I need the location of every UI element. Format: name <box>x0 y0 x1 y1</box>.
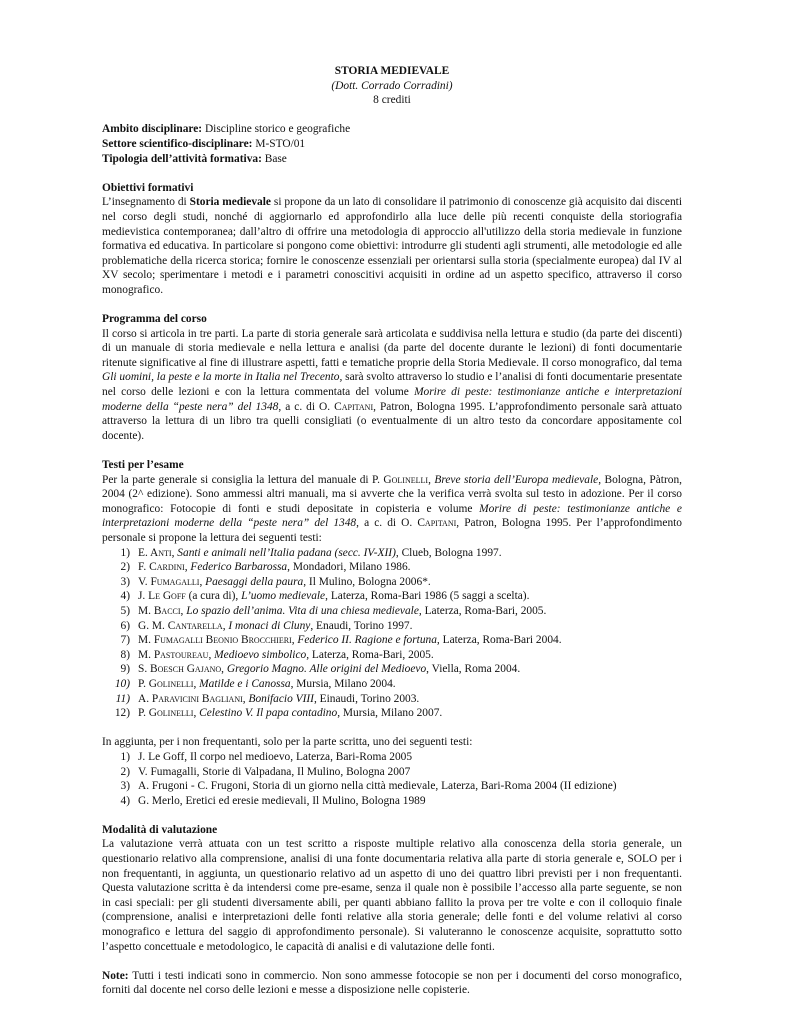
list-number: 4) <box>120 794 130 807</box>
text-run: , <box>428 473 435 486</box>
book-title: L’uomo medievale <box>241 590 326 603</box>
text-run: sarà svolto attraverso lo studio e l’analisi di fonti documentarie presentate nel corso delle lezioni e con la lettura commentata del volume <box>102 371 682 399</box>
book-rest: , Mursia, Milano 2004. <box>290 677 396 690</box>
book-author: P. Golinelli <box>138 677 194 690</box>
text-run-smallcaps: Capitani <box>334 400 374 413</box>
book-author: J. Le Goff <box>138 590 186 603</box>
meta-settore <box>102 137 682 152</box>
list-number: 1) <box>120 750 130 763</box>
note-text: Tutti i testi indicati sono in commercio. Non sono ammesse fotocopie se non per i documenti del corso monografico, forniti dal docente nel corso delle lezioni e messe a disposizione nelle copisterie. <box>102 969 682 997</box>
obiettivi-paragraph <box>102 195 682 297</box>
book-rest: , Laterza, Roma-Bari 1986 (5 saggi a scelta). <box>325 590 530 603</box>
meta-value: Discipline storico e geografiche <box>202 123 351 136</box>
list-item <box>102 619 682 634</box>
meta-label: Settore scientifico-disciplinare: <box>102 137 253 150</box>
list-item <box>102 779 682 794</box>
list-item <box>102 546 682 561</box>
list-number: 6) <box>120 619 130 632</box>
list-text: M. Fumagalli Beonio Brocchieri, Federico II. Ragione e fortuna, Laterza, Roma-Bari 2004. <box>138 634 562 647</box>
list-item <box>102 648 682 663</box>
list-number: 9) <box>120 663 130 676</box>
document-page <box>102 64 682 998</box>
list-number: 7) <box>120 634 130 647</box>
text-run: , Bologna, Pàtron, 2004 (2^ edizione). Sono ammessi altri manuali, ma si avverte che la verifica verrà svolta sul testo in adozione. Per il corso monografico: Fotocopie di fonti e studi depositate in copisteria e volume <box>102 473 682 515</box>
meta-tipologia <box>102 152 682 167</box>
text-run: , Patron, Bologna 1995. L’approfondimento personale sarà attuato attraverso la lettura di un libro tra quelli consigliati (o eventualmente di un altro testo da concordare appositamente col docente). <box>102 400 682 442</box>
list-number: 8) <box>120 648 130 661</box>
list-item <box>102 589 682 604</box>
testi-paragraph <box>102 473 682 546</box>
list-number: 3) <box>120 575 130 588</box>
book-title: Paesaggi della paura <box>205 575 304 588</box>
book-title: Federico Barbarossa <box>190 561 288 574</box>
list-text: P. Golinelli, Matilde e i Canossa, Mursia, Milano 2004. <box>138 677 396 690</box>
text-run-italic: Morire di peste: testimonianze antiche e interpretazioni moderne della “peste nera” del 1348 <box>102 386 682 413</box>
nonfreq-list <box>102 750 682 808</box>
book-title: Lo spazio dell’anima. Vita di una chiesa medievale, <box>186 604 422 617</box>
section-valutazione <box>102 823 682 954</box>
book-title: Federico II. Ragione e fortuna, <box>297 634 440 647</box>
meta-ambito <box>102 122 682 137</box>
text-run-bold: Storia medievale <box>189 196 271 209</box>
text-run: , a c. di O. <box>278 400 335 413</box>
book-title: Gregorio Magno. Alle origini del Medioevo <box>226 663 427 676</box>
text-run: , Patron, Bologna 1995. Per l’approfondimento personale si propone la lettura dei seguenti testi: <box>102 517 682 544</box>
list-number: 11) <box>115 692 130 705</box>
note-label: Note: <box>102 969 129 982</box>
list-number: 10) <box>114 677 130 690</box>
book-rest: Laterza, Roma-Bari, 2005. <box>309 648 434 661</box>
valutazione-paragraph: La valutazione verrà attuata con un test scritto a risposte multiple relativo alla conoscenza della storia generale, un questionario relativo alla comprensione, analisi di una fonte documentaria relativa alla parte di storia generale e, SOLO per i non frequentanti, in aggiunta, un questionario relativo ad un aspetto di uno dei quattro libri previsti per i non frequentanti. Questa valutazione scritta è da intendersi come pre-esame, senza il quale non è possibile l’accesso alla parte seguente, se non in casi speciali: per gli studenti diversamente abili, per quanti abbiano fallito la prova per tre volte e con il colloquio finale (comprensione, analisi e interpretazioni delle fonti relative alla storia generale; delle fonti e del volume relativi al corso monografico e lettura del saggio di approfondimento personale). Si valuteranno le conoscenze acquisite, soprattutto sotto l’aspetto concettuale e metodologico, le capacità di analisi e di valutazione delle fonti. <box>102 838 682 953</box>
book-rest: , Einaudi, Torino 2003. <box>313 692 420 705</box>
text-run: Per la parte generale si consiglia la lettura del manuale di P. <box>102 473 384 486</box>
book-author: M. Pastoureau <box>138 648 209 661</box>
list-text: M. Pastoureau, Medioevo simbolico, Laterza, Roma-Bari, 2005. <box>138 648 434 661</box>
nonfreq-intro: In aggiunta, per i non frequentanti, solo per la parte scritta, uno dei seguenti testi: <box>102 736 473 749</box>
list-text: J. Le Goff, Il corpo nel medioevo, Laterza, Bari-Roma 2005 <box>138 750 413 763</box>
section-title: Obiettivi formativi <box>102 181 194 194</box>
list-item <box>102 677 682 692</box>
list-item <box>102 662 682 677</box>
book-author: F. Cardini <box>138 561 185 574</box>
book-title: Bonifacio VIII <box>248 692 314 705</box>
section-title: Programma del corso <box>102 313 207 326</box>
list-text: A. Frugoni - C. Frugoni, Storia di un giorno nella città medievale, Laterza, Bari-Roma 2004 (II edizione) <box>138 780 617 793</box>
text-run-italic: Gli uomini, la peste e la morte in Italia nel Trecento, <box>102 371 343 384</box>
list-item <box>102 575 682 590</box>
section-title: Modalità di valutazione <box>102 823 218 836</box>
document-author: (Dott. Corrado Corradini) <box>331 79 453 92</box>
list-item <box>102 604 682 619</box>
section-obiettivi <box>102 181 682 298</box>
list-number: 2) <box>120 765 130 778</box>
list-item <box>102 765 682 780</box>
list-item <box>102 706 682 721</box>
book-author: M. Fumagalli Beonio Brocchieri <box>138 634 292 647</box>
text-run-italic: Breve storia dell’Europa medievale <box>434 473 599 486</box>
note-paragraph <box>102 969 682 998</box>
meta-label: Tipologia dell’attività formativa: <box>102 152 262 165</box>
book-author: S. Boesch Gajano <box>138 663 222 676</box>
book-title: Medioevo simbolico, <box>214 648 310 661</box>
list-item <box>102 750 682 765</box>
text-run: , a c. di O. <box>356 517 418 530</box>
book-title: Santi e animali nell’Italia padana (secc. IV-XII) <box>177 546 396 559</box>
book-rest: Laterza, Roma-Bari 2004. <box>439 634 562 647</box>
list-text: M. Bacci, Lo spazio dell’anima. Vita di una chiesa medievale, Laterza, Roma-Bari, 2005. <box>138 604 547 617</box>
meta-block <box>102 122 682 166</box>
list-item <box>102 692 682 707</box>
list-text: S. Boesch Gajano, Gregorio Magno. Alle origini del Medioevo, Viella, Roma 2004. <box>138 663 521 676</box>
book-author: V. Fumagalli <box>138 575 200 588</box>
text-run: Il corso si articola in tre parti. La parte di storia generale sarà articolata e suddivisa nella lettura e studio (da parte dei discenti) di un manuale di storia medievale e nella lettura e analisi (da parte del docente durante le lezioni) di fonti documentarie ritenute significative al fine di illustrare aspetti, fatti e tematiche proprie della Storia Medievale. Il corso monografico, dal tema <box>102 327 682 369</box>
text-run-italic: Morire di peste: testimonianze antiche e interpretazioni moderne della “peste nera” del 1348 <box>102 502 682 530</box>
document-title: STORIA MEDIEVALE <box>334 65 450 77</box>
list-number: 3) <box>120 780 130 793</box>
list-item <box>102 794 682 809</box>
section-testi <box>102 458 682 808</box>
list-number: 4) <box>120 590 130 603</box>
section-programma <box>102 312 682 443</box>
section-note <box>102 969 682 998</box>
list-number: 2) <box>120 561 130 574</box>
list-text: P. Golinelli, Celestino V. Il papa contadino, Mursia, Milano 2007. <box>138 707 443 720</box>
book-title: I monaci di Cluny <box>228 619 311 632</box>
document-credits: 8 crediti <box>373 94 411 107</box>
text-run-smallcaps: Golinelli <box>383 473 429 486</box>
list-text: V. Fumagalli, Paesaggi della paura, Il Mulino, Bologna 2006*. <box>138 575 431 588</box>
text-run: si propone da un lato di consolidare il patrimonio di conoscenze già acquisito dai discenti nel corso degli studi, nonché di aggiornarlo ed approfondirlo alla luce delle più recenti conquiste della storiografia medievistica contemporanea; dall’altro di offrire una metodologia di approccio all'utilizzo della storia medievale in funzione formativa ed educativa. In particolare si pongono come obiettivi: introdurre gli studenti agli strumenti, alle metodologie ed alle problematiche della ricerca storica; fornire le conoscenze essenziali per orientarsi sulla storia (specialmente europea) dal IV al XV secolo; sperimentare i metodi e i parametri conoscitivi acquisiti in ordine ad un aspetto specifico, attraverso il corso monografico. <box>102 196 682 296</box>
book-author: A. Paravicini Bagliani <box>138 692 243 705</box>
list-text: V. Fumagalli, Storie di Valpadana, Il Mulino, Bologna 2007 <box>138 765 411 778</box>
list-text: A. Paravicini Bagliani, Bonifacio VIII, Einaudi, Torino 2003. <box>138 692 420 705</box>
list-text <box>138 589 682 604</box>
book-pre: (a cura di), <box>185 590 242 603</box>
book-title: Matilde e i Canossa <box>199 677 291 690</box>
list-item <box>102 560 682 575</box>
book-rest: , Il Mulino, Bologna 2006*. <box>303 575 431 588</box>
book-rest: , Mondadori, Milano 1986. <box>287 561 411 574</box>
meta-value: M-STO/01 <box>252 137 306 150</box>
book-list <box>102 546 682 721</box>
meta-value: Base <box>261 152 287 165</box>
text-run: L’insegnamento di <box>102 196 190 209</box>
list-number: 1) <box>120 546 130 559</box>
list-text: E. Anti, Santi e animali nell’Italia padana (secc. IV-XII), Clueb, Bologna 1997. <box>138 546 502 559</box>
section-title: Testi per l’esame <box>102 459 184 472</box>
book-rest: , Clueb, Bologna 1997. <box>395 546 502 559</box>
book-author: P. Golinelli <box>138 707 194 720</box>
meta-label: Ambito disciplinare: <box>102 123 203 136</box>
list-text: G. M. Cantarella, I monaci di Cluny, Enaudi, Torino 1997. <box>138 619 413 632</box>
list-number: 5) <box>120 604 130 617</box>
programma-paragraph <box>102 327 682 444</box>
book-rest: , Viella, Roma 2004. <box>426 663 521 676</box>
book-rest: Laterza, Roma-Bari, 2005. <box>421 604 547 617</box>
book-title: Celestino V. Il papa contadino <box>199 707 338 720</box>
list-number: 12) <box>114 707 130 720</box>
text-run-smallcaps: Capitani <box>417 517 457 530</box>
list-text: G. Merlo, Eretici ed eresie medievali, Il Mulino, Bologna 1989 <box>138 794 426 807</box>
book-author: G. M. Cantarella <box>138 619 223 632</box>
book-author: M. Bacci <box>138 604 181 617</box>
book-rest: , Mursia, Milano 2007. <box>337 707 443 720</box>
list-item <box>102 633 682 648</box>
book-rest: , Enaudi, Torino 1997. <box>310 619 413 632</box>
list-text: F. Cardini, Federico Barbarossa, Mondadori, Milano 1986. <box>138 561 411 574</box>
book-author: E. Anti <box>138 546 172 559</box>
spacer <box>102 721 682 736</box>
